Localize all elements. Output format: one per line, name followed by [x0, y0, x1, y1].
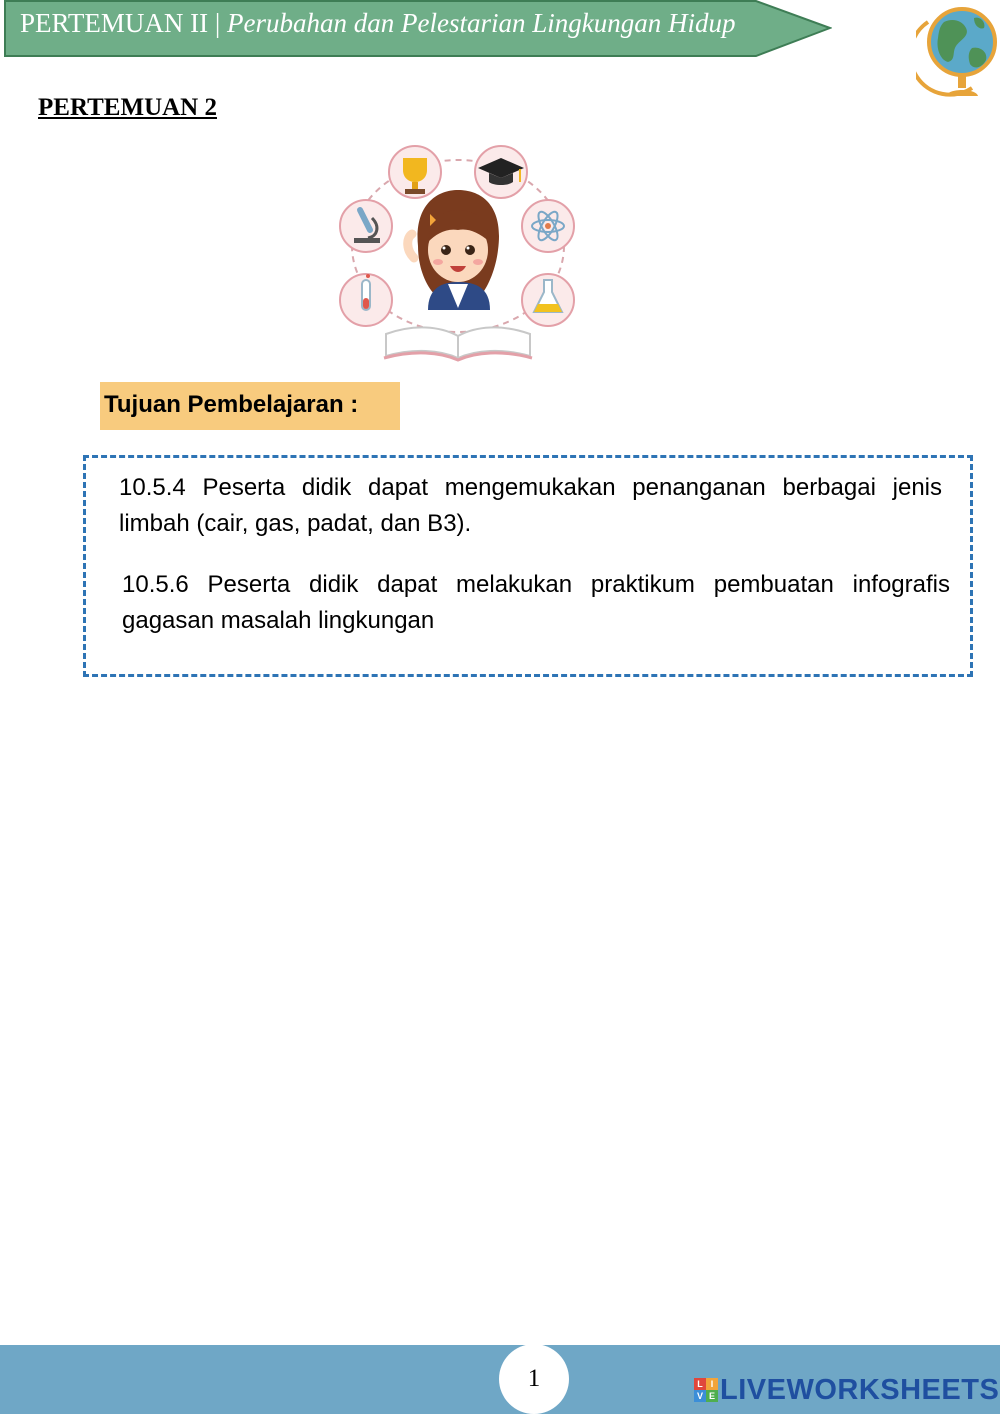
header-title: PERTEMUAN II |: [20, 8, 221, 38]
page-title: PERTEMUAN 2: [38, 94, 217, 121]
header-text: [20, 8, 736, 39]
learning-goal-item: 10.5.6 Peserta didik dapat melakukan praktikum pembuatan infografis gagasan masalah lingkungan: [122, 571, 950, 634]
girl-character: [408, 190, 499, 310]
test-tube-icon: [340, 274, 392, 326]
header-banner: [4, 0, 832, 58]
header-subtitle: Perubahan dan Pelestarian Lingkungan Hidup: [227, 8, 736, 38]
liveworksheets-logo: [694, 1374, 999, 1406]
liveworksheets-icon: L I V E: [694, 1378, 718, 1402]
liveworksheets-brand-text: LIVEWORKSHEETS: [720, 1373, 1000, 1406]
open-book-icon: [384, 327, 532, 360]
microscope-icon: [340, 200, 392, 252]
trophy-icon: [389, 146, 441, 198]
learning-goals-box: [83, 455, 973, 677]
learning-goal-item: 10.5.4 Peserta didik dapat mengemukakan penanganan berbagai jenis limbah (cair, gas, padat, dan B3).: [119, 474, 942, 537]
page-number: 1: [499, 1344, 569, 1414]
student-illustration: [318, 138, 600, 368]
atom-icon: [522, 200, 574, 252]
flask-icon: [522, 274, 574, 326]
graduation-cap-icon: [475, 146, 527, 198]
learning-goals-label: Tujuan Pembelajaran :: [100, 382, 400, 430]
globe-icon: [916, 0, 1000, 98]
